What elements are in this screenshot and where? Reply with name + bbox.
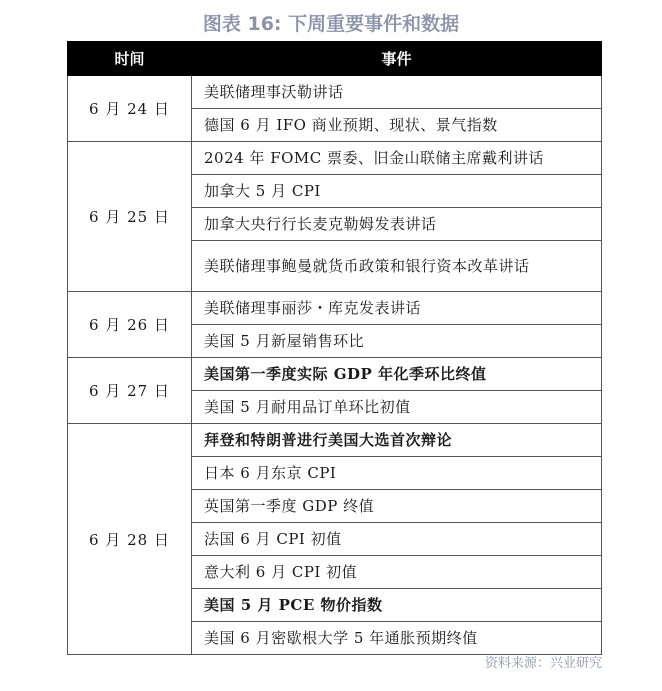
event-cell: 法国 6 月 CPI 初值	[192, 523, 602, 556]
event-cell: 美国 6 月密歇根大学 5 年通胀预期终值	[192, 622, 602, 655]
header-date: 时间	[68, 42, 192, 76]
event-cell: 美联储理事丽莎・库克发表讲话	[192, 292, 602, 325]
event-cell: 美联储理事沃勒讲话	[192, 76, 602, 109]
source-note: 资料来源：兴业研究	[484, 656, 602, 671]
date-cell: 6 月 27 日	[68, 358, 192, 424]
event-cell: 日本 6 月东京 CPI	[192, 457, 602, 490]
header-event: 事件	[192, 42, 602, 76]
figure-title: 图表 16: 下周重要事件和数据	[202, 13, 460, 35]
event-cell: 2024 年 FOMC 票委、旧金山联储主席戴利讲话	[192, 142, 602, 175]
date-cell: 6 月 24 日	[68, 76, 192, 142]
event-cell: 加拿大央行行长麦克勒姆发表讲话	[192, 208, 602, 241]
event-cell: 美国 5 月新屋销售环比	[192, 325, 602, 358]
date-cell: 6 月 26 日	[68, 292, 192, 358]
event-cell: 美联储理事鲍曼就货币政策和银行资本改革讲话	[192, 241, 602, 292]
date-cell: 6 月 28 日	[68, 424, 192, 655]
event-cell: 意大利 6 月 CPI 初值	[192, 556, 602, 589]
event-cell: 加拿大 5 月 CPI	[192, 175, 602, 208]
event-cell: 拜登和特朗普进行美国大选首次辩论	[192, 424, 602, 457]
event-cell: 英国第一季度 GDP 终值	[192, 490, 602, 523]
event-cell: 美国 5 月耐用品订单环比初值	[192, 391, 602, 424]
table-header-row	[68, 42, 602, 76]
table-row	[68, 76, 602, 109]
table-row	[68, 358, 602, 391]
table-row	[68, 424, 602, 457]
date-cell: 6 月 25 日	[68, 142, 192, 292]
event-cell: 美国第一季度实际 GDP 年化季环比终值	[192, 358, 602, 391]
event-cell: 德国 6 月 IFO 商业预期、现状、景气指数	[192, 109, 602, 142]
table-row	[68, 292, 602, 325]
events-table	[67, 41, 602, 655]
event-cell: 美国 5 月 PCE 物价指数	[192, 589, 602, 622]
table-row	[68, 142, 602, 175]
